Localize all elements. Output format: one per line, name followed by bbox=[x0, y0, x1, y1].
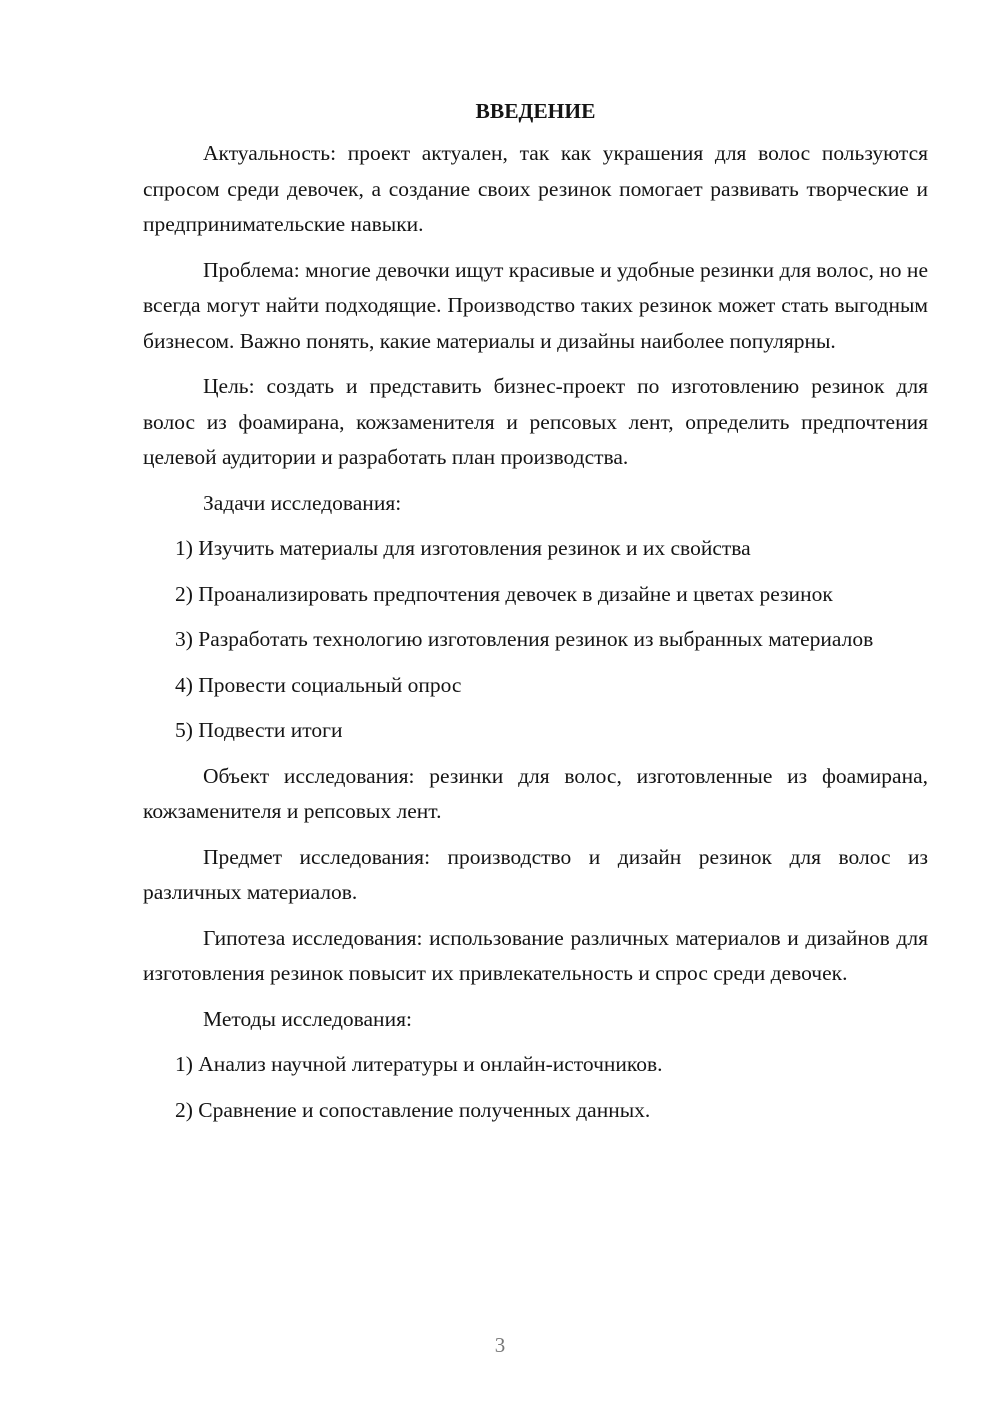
list-item-task-5: 5) Подвести итоги bbox=[175, 718, 343, 742]
paragraph-tasks-heading: Задачи исследования: bbox=[203, 490, 402, 515]
page-title: ВВЕДЕНИЕ bbox=[475, 99, 596, 123]
paragraph-methods-heading: Методы исследования: bbox=[203, 1006, 412, 1031]
list-item-task-2: 2) Проанализировать предпочтения девочек в дизайне и цветах резинок bbox=[175, 581, 833, 606]
paragraph-goal: Цель: создать и представить бизнес-проект по изготовлению резинок для волос из фоамирана, кожзаменителя и репсовых лент, определить предпочтения целевой аудитории и разработать план производства. bbox=[143, 374, 928, 469]
paragraph-object: Объект исследования: резинки для волос, изготовленные из фоамирана, кожзаменителя и репсовых лент. bbox=[143, 763, 928, 823]
paragraph-relevance: Актуальность: проект актуален, так как украшения для волос пользуются спросом среди девочек, а создание своих резинок помогает развивать творческие и предпринимательские навыки. bbox=[143, 141, 928, 236]
list-item-task-3: 3) Разработать технологию изготовления резинок из выбранных материалов bbox=[175, 627, 874, 651]
list-item-task-1: 1) Изучить материалы для изготовления резинок и их свойства bbox=[175, 536, 751, 560]
list-item-method-1: 1) Анализ научной литературы и онлайн-источников. bbox=[175, 1052, 663, 1076]
document-page bbox=[143, 96, 928, 1138]
page-number: 3 bbox=[494, 1333, 506, 1357]
list-item-task-4: 4) Провести социальный опрос bbox=[175, 672, 462, 697]
paragraph-subject: Предмет исследования: производство и дизайн резинок для волос из различных материалов. bbox=[143, 844, 928, 904]
paragraph-hypothesis: Гипотеза исследования: использование различных материалов и дизайнов для изготовления резинок повысит их привлекательность и спрос среди девочек. bbox=[143, 925, 928, 985]
paragraph-problem: Проблема: многие девочки ищут красивые и удобные резинки для волос, но не всегда могут найти подходящие. Производство таких резинок может стать выгодным бизнесом. Важно понять, какие материалы и дизайны наиболее популярны. bbox=[143, 257, 928, 353]
list-item-method-2: 2) Сравнение и сопоставление полученных данных. bbox=[175, 1097, 651, 1122]
